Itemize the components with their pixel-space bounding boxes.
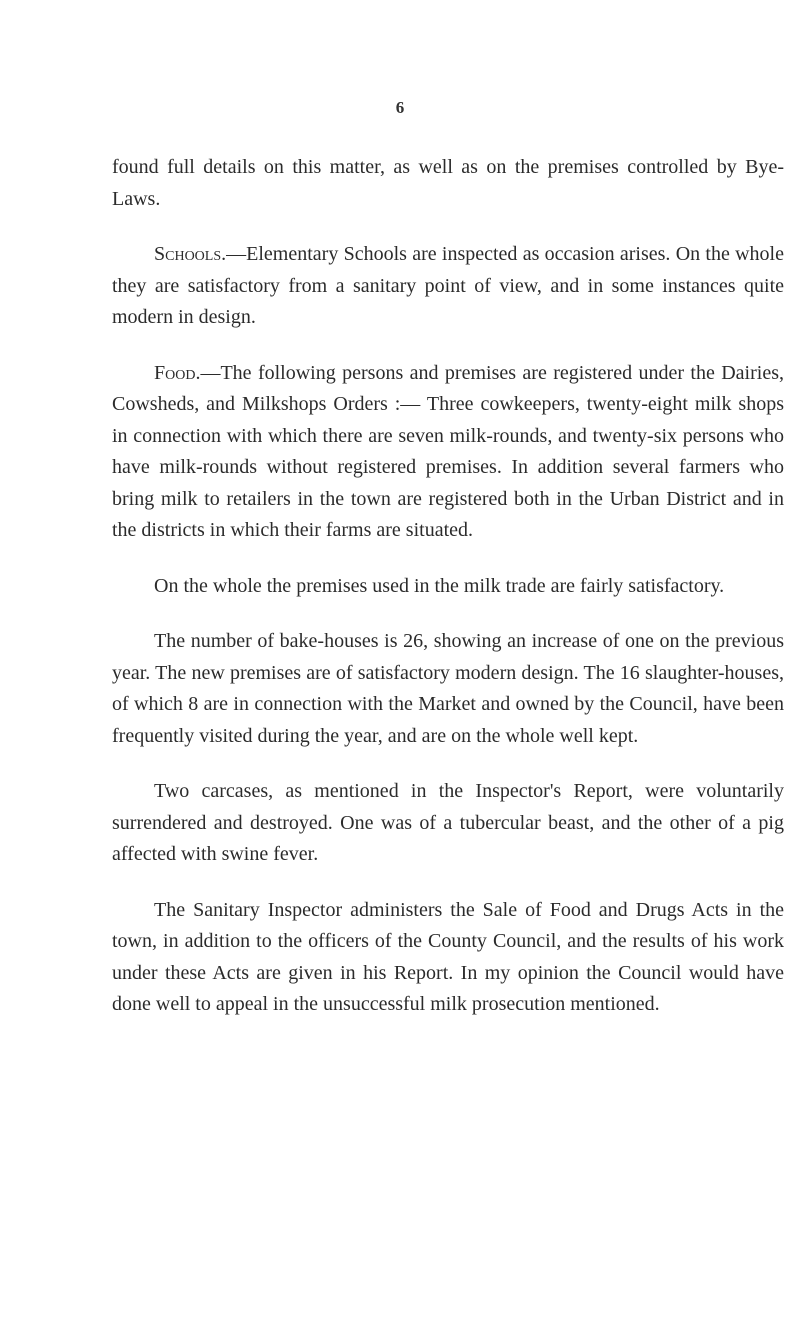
paragraph-carcases: Two carcases, as mentioned in the Inspector's Report, were voluntarily surrendered and destroyed. One was of a tubercular beast, and the other of a pig affected with swine fever. bbox=[112, 780, 784, 865]
paragraph-milk-trade: On the whole the premises used in the milk trade are fairly satisfactory. bbox=[154, 574, 725, 597]
paragraph-bake-houses: The number of bake-houses is 26, showing an increase of one on the previous year. The new premises are of satisfactory modern design. The 16 slaughter-houses, of which 8 are in connection with the Market and owned by the Council, have been frequently visited during the year, and are on the whole well kept. bbox=[112, 630, 784, 747]
paragraph-food-body: .—The following persons and premises are registered under the Dairies, Cowsheds, and Milkshops Orders :— Three cowkeepers, twenty-eight milk shops in connection with which there are seven milk-rounds, and twenty-six persons who have milk-rounds without registered premises. In addition several farmers who bring milk to retailers in the town are registered both in the Urban District and in the districts in which their farms are situated. bbox=[112, 361, 784, 541]
body-text bbox=[112, 152, 784, 1045]
paragraph-sanitary-inspector: The Sanitary Inspector administers the Sale of Food and Drugs Acts in the town, in addition to the officers of the County Council, and the results of his work under these Acts are given in his Report. In my opinion the Council would have done well to appeal in the unsuccessful milk prosecution mentioned. bbox=[112, 898, 784, 1015]
paragraph-schools-body: .—Elementary Schools are inspected as occasion arises. On the whole they are satisfactory from a sanitary point of view, and in some instances quite modern in design. bbox=[112, 243, 784, 328]
paragraph-food bbox=[112, 358, 784, 547]
section-heading-schools: Schools bbox=[154, 243, 222, 265]
page-number: 6 bbox=[395, 98, 405, 117]
paragraph-schools bbox=[112, 239, 784, 334]
section-heading-food: Food bbox=[154, 361, 196, 384]
paragraph-continuation: found full details on this matter, as well as on the premises controlled by Bye-Laws. bbox=[112, 156, 784, 210]
